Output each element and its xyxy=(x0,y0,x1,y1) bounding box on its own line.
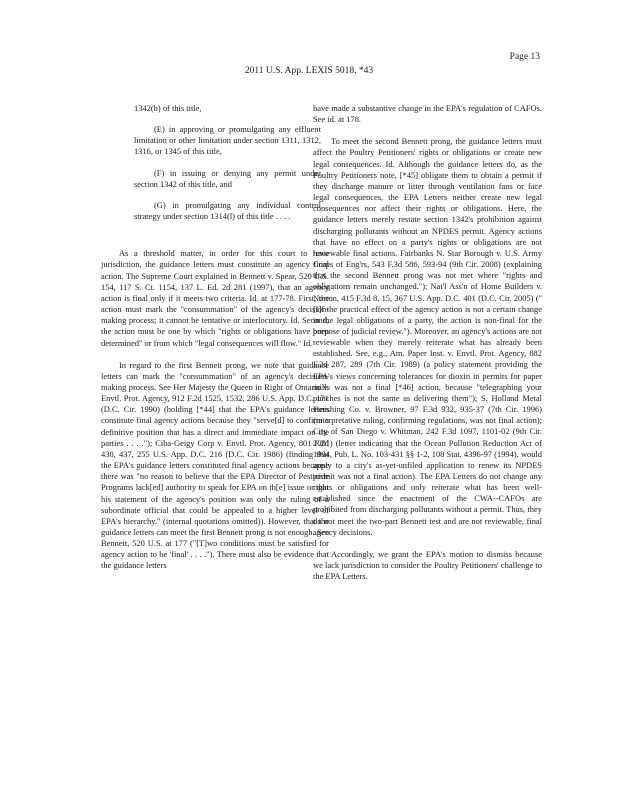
running-head: 2011 U.S. App. LEXIS 5018, *43 xyxy=(244,66,374,76)
paragraph-threshold: As a threshold matter, in order for this court to have jurisdiction, the guidance letters must constitute an agency final action. The Supreme Court explained in Bennett v. Spear, 520 U.S. 154, 117 S. Ct. 1154, 137 L. Ed. 2d 281 (1997), that an agency action is final only if it meets two criteria. Id. at 177-78. First, the action must mark the "consummation" of the agency's decision-making process; it cannot be tentative or interlocutory. Id. Second, the action must be one by which "rights or obligations have been determined" or from which "legal consequences will flow." Id. xyxy=(101,248,329,348)
paragraph-second-prong: To meet the second Bennett prong, the guidance letters must affect the Poultry Petitioners' rights or obligations or create new legal consequences. Id. Although the guidance letters do, as the Poultry Petitioners note, [*45] obligate them to obtain a permit if they discharge manure or litter through ventilation fans or face legal consequences, the EPA Letters neither create new legal consequences nor affect their rights or obligations. Here, the guidance letters merely restate section 1342's prohibition against discharging pollutants without an NPDES permit. Agency actions that have no effect on a party's rights or obligations are not reviewable final actions. Fairbanks N. Star Borough v. U.S. Army Corps of Eng'rs, 543 F.3d 586, 593-94 (9th Cir. 2008) (explaining that the second Bennett prong was not met where "rights and obligations remain unchanged."); Nat'l Ass'n of Home Builders v. Norton, 415 F.3d 8, 15, 367 U.S. App. D.C. 401 (D.C. Cir. 2005) ("[I]f the practical effect of the agency action is not a certain change in the legal obligations of a party, the action is non-final for the purpose of judicial review."). Moreover, an agency's actions are not reviewable when they merely reiterate what has already been established. See, e.g., Am. Paper Inst. v. Envtl. Prot. Agency, 882 F.2d 287, 289 (7th Cir. 1989) (a policy statement providing the EPA's views concerning tolerances for dioxin in permits for paper mills was not a final [*46] action, because "telegraphing your punches is not the same as delivering them"); S. Holland Metal Finishing Co. v. Browner, 97 F.3d 932, 935-37 (7th Cir. 1996) (interpretative ruling, confirming regulations, was not final action); City of San Diego v. Whitman, 242 F.3d 1097, 1101-02 (9th Cir. 2001) (letter indicating that the Ocean Pollution Reduction Act of 1994, Pub. L. No. 103-431 §§ 1-2, 108 Stat. 4396-97 (1994), would apply to a city's as-yet-unfiled application to renew its NPDES permit was not a final action). The EPA Letters do not change any rights or obligations and only reiterate what has been well-established since the enactment of the CWA--CAFOs are prohibited from discharging pollutants without a permit. Thus, they do not meet the two-part Bennett test and are not reviewable, final agency decisions. xyxy=(313,136,542,537)
left-column xyxy=(101,103,329,583)
quote-item-e: (E) in approving or promulgating any effluent limitation or other limitation under section 1311, 1312, 1316, or 1345 of this title, xyxy=(134,124,321,157)
quote-item-g: (G) in promulgating any individual control strategy under section 1314(l) of this title . . . . xyxy=(134,199,321,222)
paragraph-continued: have made a substantive change in the EPA's regulation of CAFOs. See id. at 178. xyxy=(313,103,542,125)
statute-quote xyxy=(134,103,321,222)
paragraph-conclusion: Accordingly, we grant the EPA's motion to dismiss because we lack jurisdiction to consider the Poultry Petitioners' challenge to the EPA Letters. xyxy=(313,548,542,582)
paragraph-first-prong: In regard to the first Bennett prong, we note that guidance letters can mark the "consummation" of an agency's decision-making process. See Her Majesty the Queen in Right of Ontario v. Envtl. Prot. Agency, 912 F.2d 1525, 1532, 286 U.S. App. D.C. 171 (D.C. Cir. 1990) (holding [*44] that the EPA's guidance letters constitute final agency actions because they "serve[d] to confirm a definitive position that has a direct and immediate impact on the parties . . . ."); Ciba-Geigy Corp v. Envtl. Prot. Agency, 801 F.2d 430, 437, 255 U.S. App. D.C. 216 (D.C. Cir. 1986) (finding that the EPA's guidance letters constituted final agency actions because there was "no reason to believe that the EPA Director of Pesticide Programs lack[ed] authority to speak for EPA on th[e] issue or that his statement of the agency's position was only the ruling of a subordinate official that could be appealed to a higher level of EPA's hierarchy." (internal quotations omitted)). However, that the guidance letters can meet the first Bennett prong is not enough. See Bennett, 520 U.S. at 177 ("[T]wo conditions must be satisfied for agency action to be 'final' . . . ."). There must also be evidence that the guidance letters xyxy=(101,359,329,571)
quote-item-f: (F) in issuing or denying any permit under section 1342 of this title, and xyxy=(134,167,321,189)
right-column xyxy=(313,103,542,593)
page-number: Page 13 xyxy=(509,52,540,62)
quote-line: 1342(b) of this title, xyxy=(134,103,202,113)
